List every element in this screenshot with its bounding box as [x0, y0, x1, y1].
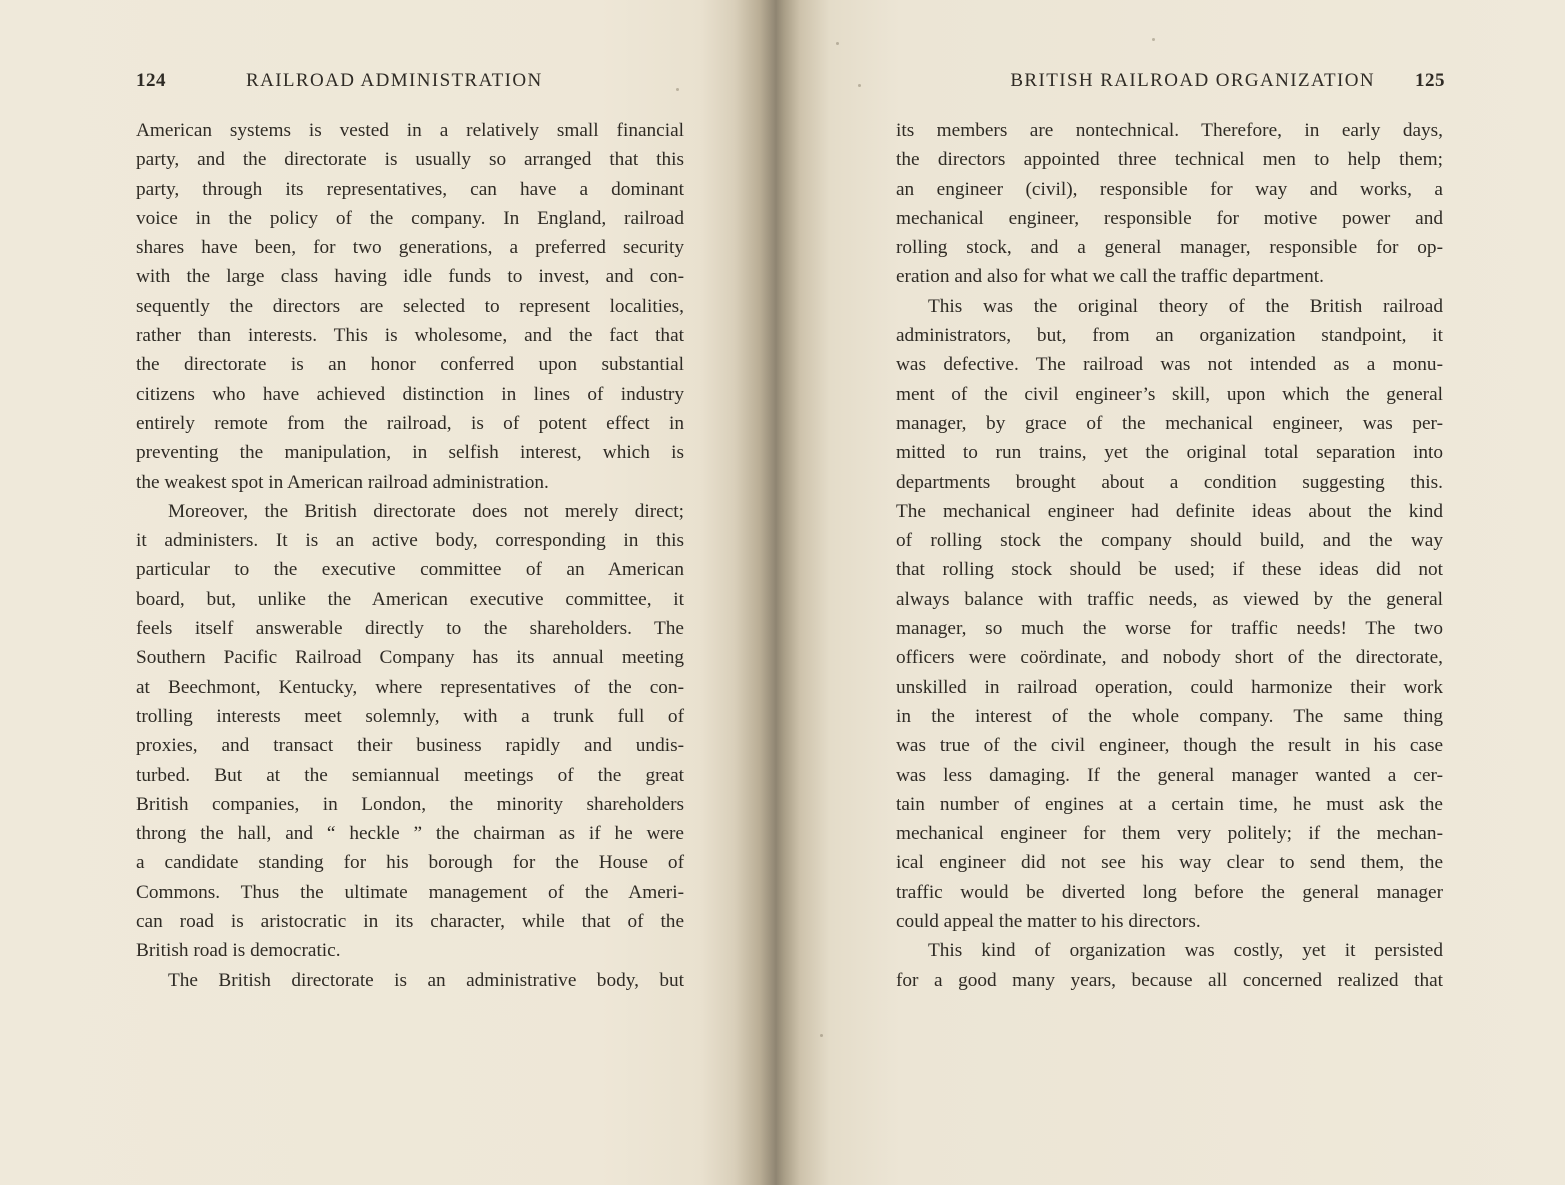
text-line: could appeal the matter to his directors.: [896, 911, 1201, 933]
text-line: in the interest of the whole company. The same thing: [896, 705, 1443, 727]
text-line: citizens who have achieved distinction in lines of industry: [136, 383, 684, 405]
text-line: proxies, and transact their business rapidly and undis-: [136, 735, 684, 757]
text-line: it administers. It is an active body, corresponding in this: [136, 530, 684, 552]
text-line: American systems is vested in a relatively small financial: [136, 120, 684, 141]
text-line: turbed. But at the semiannual meetings of the great: [136, 764, 684, 786]
text-line: officers were coördinate, and nobody short of the directorate,: [896, 647, 1443, 669]
text-line: unskilled in railroad operation, could harmonize their work: [896, 676, 1443, 698]
text-line: was defective. The railroad was not intended as a monu-: [896, 354, 1443, 376]
left-page-body: [136, 116, 684, 995]
right-page-number: 125: [1415, 70, 1445, 91]
text-line: sequently the directors are selected to represent localities,: [136, 295, 684, 317]
text-line: mechanical engineer for them very politely; if the mechan-: [896, 823, 1443, 845]
text-line: This was the original theory of the British railroad: [928, 295, 1443, 317]
text-line: This kind of organization was costly, yet it persisted: [928, 940, 1443, 962]
text-line: rolling stock, and a general manager, responsible for op-: [896, 237, 1443, 259]
text-line: British road is democratic.: [136, 940, 341, 962]
text-line: was true of the civil engineer, though the result in his case: [896, 735, 1443, 757]
text-line: manager, so much the worse for traffic needs! The two: [896, 618, 1443, 640]
text-line: party, through its representatives, can have a dominant: [136, 178, 684, 200]
text-line: board, but, unlike the American executive committee, it: [136, 588, 684, 610]
text-line: of rolling stock the company should build, and the way: [896, 530, 1443, 552]
right-page: [785, 0, 1565, 1185]
text-line: preventing the manipulation, in selfish interest, which is: [136, 442, 684, 464]
text-line: an engineer (civil), responsible for way and works, a: [896, 178, 1443, 200]
right-page-body: [896, 116, 1443, 995]
text-line: the directorate is an honor conferred upon substantial: [136, 354, 684, 376]
text-line: party, and the directorate is usually so arranged that this: [136, 149, 684, 171]
paper-speck: [1152, 38, 1155, 41]
left-page-number: 124: [136, 70, 166, 91]
text-line: feels itself answerable directly to the shareholders. The: [136, 618, 684, 640]
text-line: eration and also for what we call the traffic department.: [896, 266, 1324, 288]
text-line: voice in the policy of the company. In England, railroad: [136, 207, 684, 229]
text-line: British companies, in London, the minority shareholders: [136, 793, 684, 815]
left-page: [0, 0, 780, 1185]
paper-speck: [676, 88, 679, 91]
paper-speck: [836, 42, 839, 45]
text-line: its members are nontechnical. Therefore, in early days,: [896, 120, 1443, 141]
text-line: a candidate standing for his borough for the House of: [136, 852, 684, 874]
paper-speck: [820, 1034, 823, 1037]
text-line: Commons. Thus the ultimate management of the Ameri-: [136, 881, 684, 903]
text-line: for a good many years, because all concerned realized that: [896, 969, 1443, 991]
text-line: was less damaging. If the general manager wanted a cer-: [896, 764, 1443, 786]
right-page-header: [897, 70, 1445, 96]
right-running-title: BRITISH RAILROAD ORGANIZATION: [1010, 70, 1375, 91]
text-line: Moreover, the British directorate does not merely direct;: [168, 500, 684, 522]
text-line: particular to the executive committee of an American: [136, 559, 684, 581]
text-line: the weakest spot in American railroad administration.: [136, 471, 549, 493]
left-page-header: [136, 70, 686, 96]
text-line: throng the hall, and “ heckle ” the chairman as if he were: [136, 823, 684, 845]
text-line: at Beechmont, Kentucky, where representatives of the con-: [136, 676, 684, 698]
text-line: that rolling stock should be used; if these ideas did not: [896, 559, 1443, 581]
text-line: trolling interests meet solemnly, with a trunk full of: [136, 705, 684, 727]
text-line: with the large class having idle funds to invest, and con-: [136, 266, 684, 288]
text-line: ment of the civil engineer’s skill, upon which the general: [896, 383, 1443, 405]
paper-speck: [858, 84, 861, 87]
text-line: can road is aristocratic in its character, while that of the: [136, 911, 684, 933]
text-line: departments brought about a condition suggesting this.: [896, 471, 1443, 493]
text-line: entirely remote from the railroad, is of potent effect in: [136, 412, 684, 434]
text-line: Southern Pacific Railroad Company has its annual meeting: [136, 647, 684, 669]
text-line: always balance with traffic needs, as viewed by the general: [896, 588, 1443, 610]
left-running-title: RAILROAD ADMINISTRATION: [246, 70, 543, 91]
text-line: administrators, but, from an organization standpoint, it: [896, 325, 1443, 347]
text-line: rather than interests. This is wholesome, and the fact that: [136, 325, 684, 347]
text-line: The mechanical engineer had definite ideas about the kind: [896, 500, 1443, 522]
text-line: the directors appointed three technical men to help them;: [896, 149, 1443, 171]
text-line: manager, by grace of the mechanical engineer, was per-: [896, 412, 1443, 434]
text-line: tain number of engines at a certain time, he must ask the: [896, 793, 1443, 815]
text-line: mitted to run trains, yet the original total separation into: [896, 442, 1443, 464]
text-line: The British directorate is an administrative body, but: [168, 969, 684, 991]
text-line: shares have been, for two generations, a preferred security: [136, 237, 684, 259]
text-line: traffic would be diverted long before the general manager: [896, 881, 1443, 903]
text-line: ical engineer did not see his way clear to send them, the: [896, 852, 1443, 874]
text-line: mechanical engineer, responsible for motive power and: [896, 207, 1443, 229]
